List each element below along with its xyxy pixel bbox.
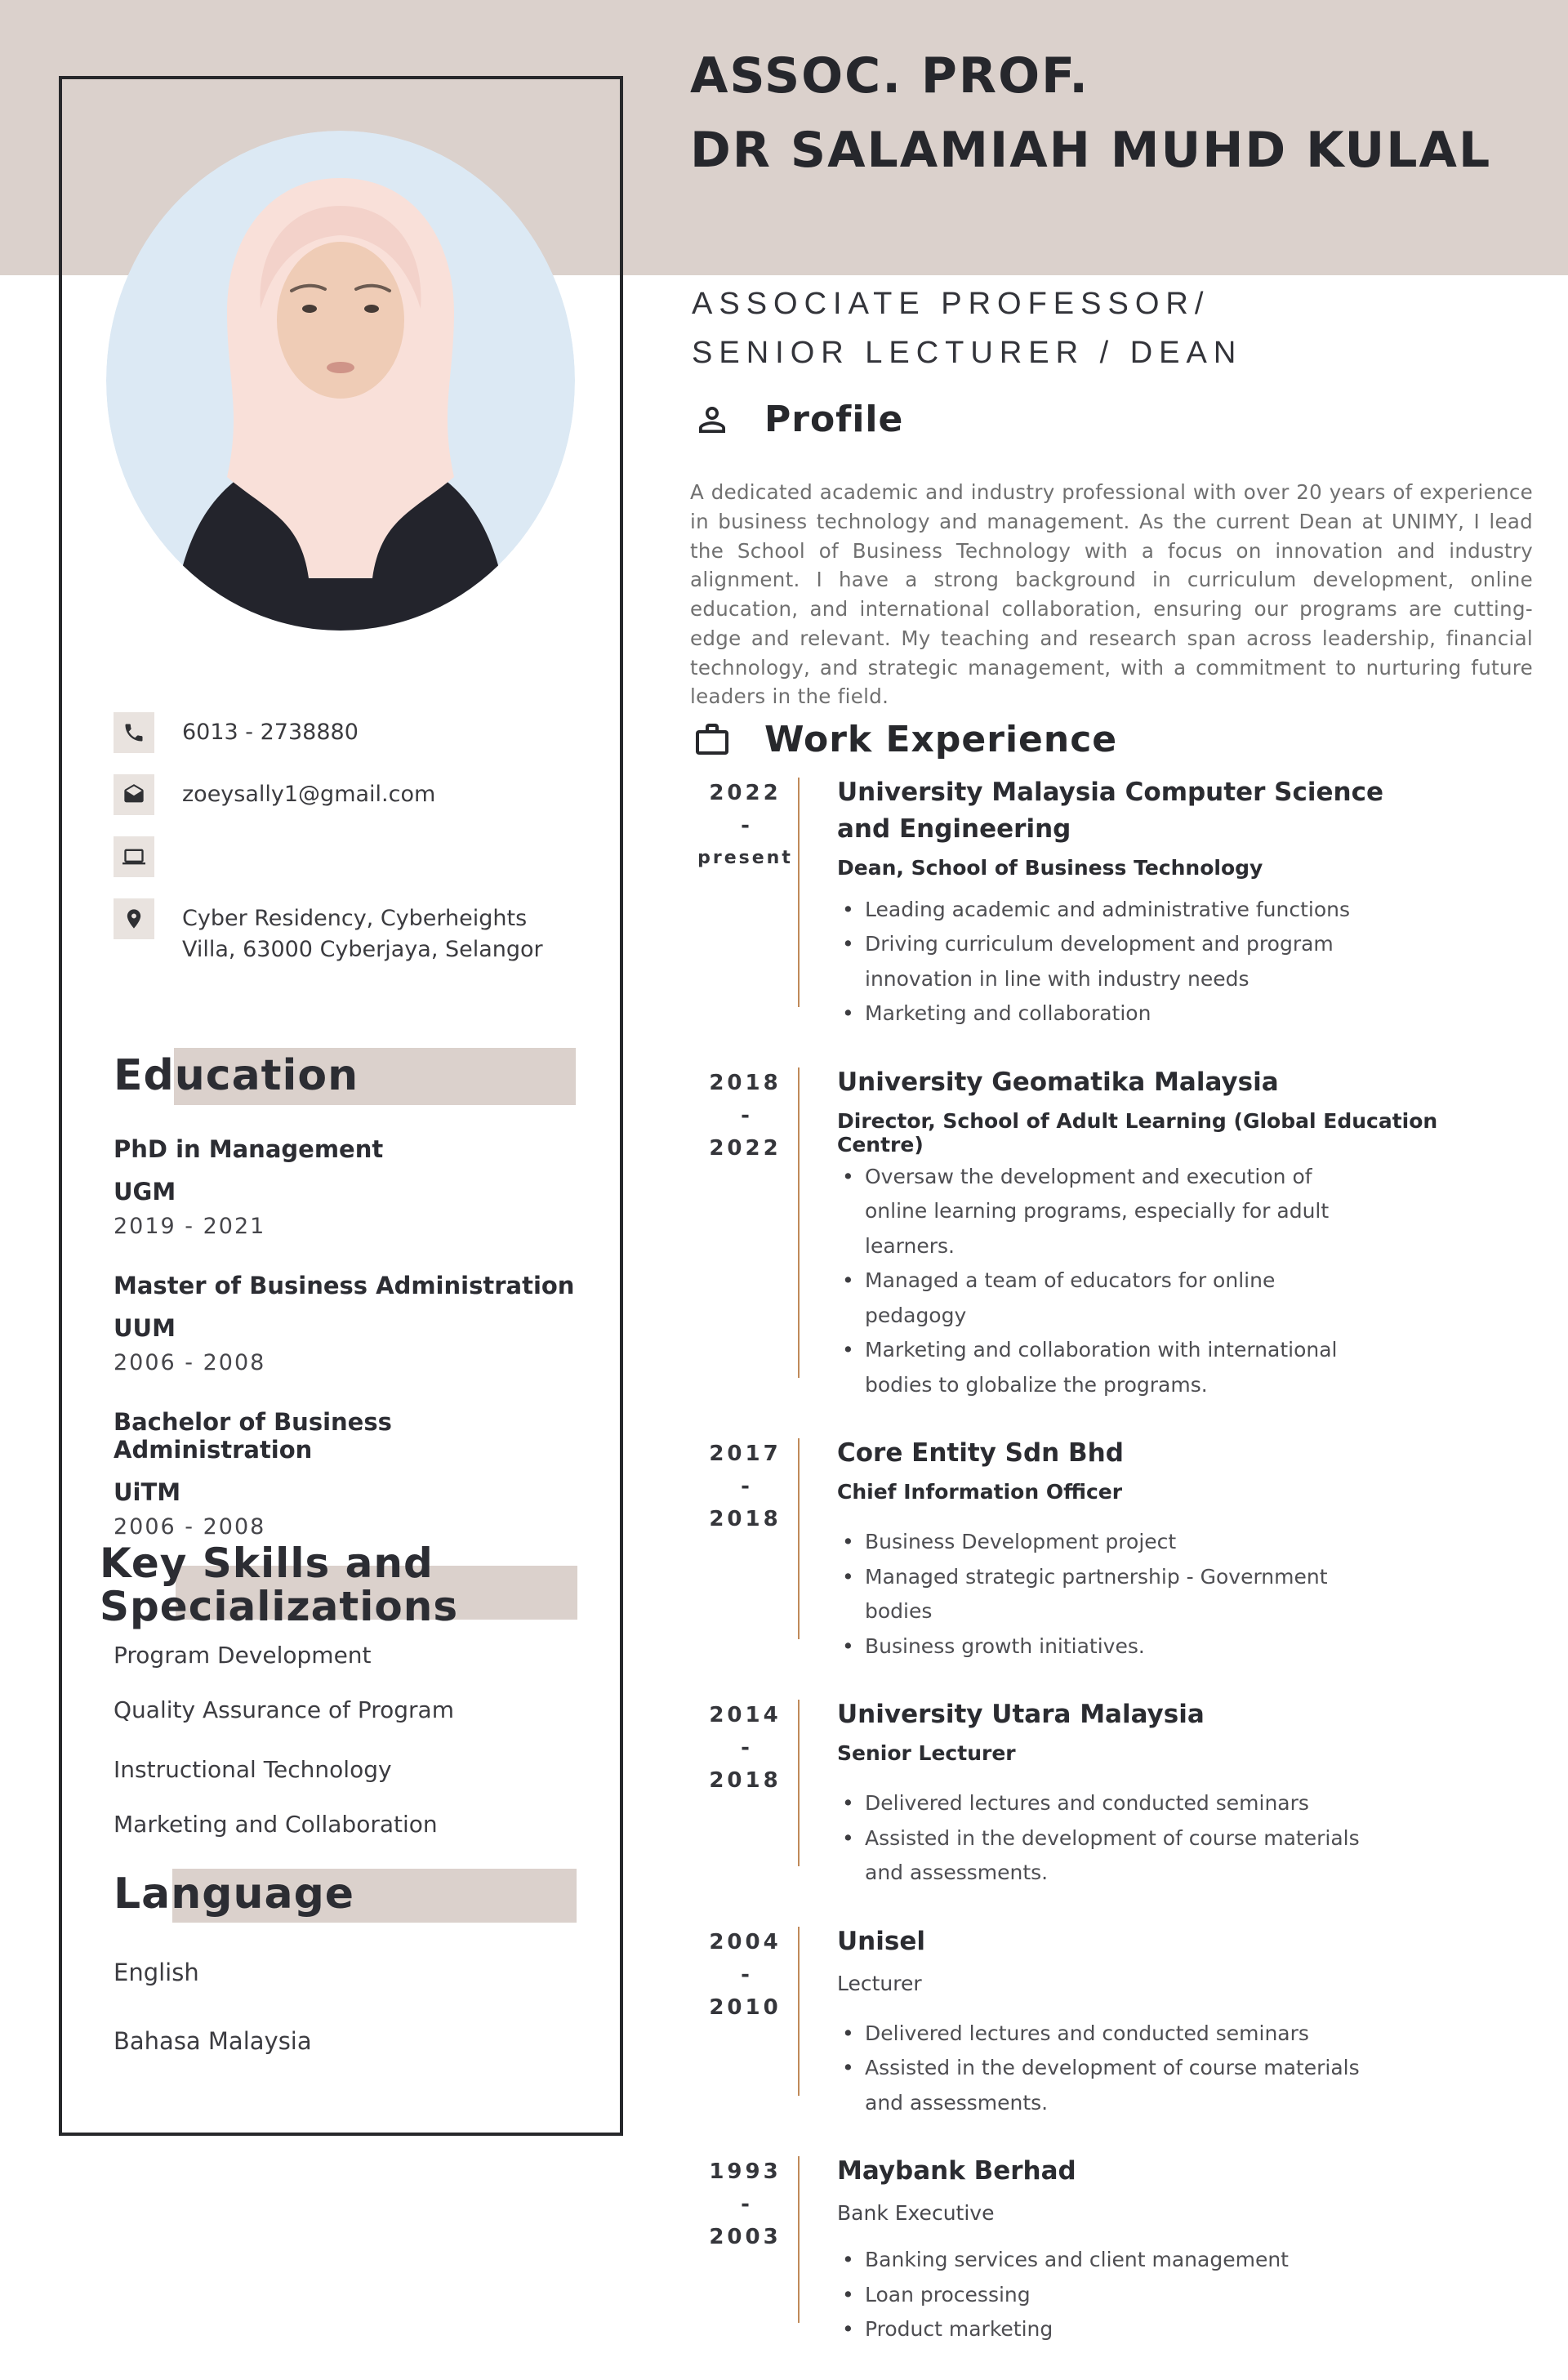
work-entry xyxy=(690,1435,1556,1664)
education-years: 2006 - 2008 xyxy=(114,1350,266,1375)
date-from: 2014 xyxy=(709,1703,782,1728)
profile-summary: A dedicated academic and industry professional with over 20 years of experience in business technology and management. As the current Dean at UNIMY, I lead the School of Business Technology with a focus on innovation and industry alignment. I have a strong background in curriculum development, online education, and international collaboration, ensuring our programs are cutting-edge and relevant. My teaching and research span across leadership, financial technology, and strategic management, with a commitment to nurturing future leaders in the field. xyxy=(690,480,1533,709)
entry-dates xyxy=(690,774,800,1032)
degree-name: Bachelor of Business Administration xyxy=(114,1408,392,1464)
address-line1: Cyber Residency, Cyberheights xyxy=(182,906,528,931)
name-line1: ASSOC. PROF. xyxy=(690,47,1090,105)
date-from: 1993 xyxy=(709,2159,782,2185)
responsibility-item: • Banking services and client management xyxy=(837,2243,1360,2278)
job-role: Lecturer xyxy=(837,1971,922,1995)
responsibility-item: • Marketing and collaboration with international bodies to globalize the programs. xyxy=(837,1333,1360,1402)
name-line2: DR SALAMIAH MUHD KULAL xyxy=(690,122,1492,180)
company-name: University Malaysia Computer Science and Engineering xyxy=(837,778,1383,844)
email-address: zoeysally1@gmail.com xyxy=(182,782,436,807)
responsibility-item: • Oversaw the development and execution of online learning programs, especially for adult learners. xyxy=(837,1160,1360,1264)
education-years: 2006 - 2008 xyxy=(114,1514,266,1540)
briefcase-icon xyxy=(693,720,732,760)
responsibility-item: • Loan processing xyxy=(837,2278,1360,2313)
address-line2: Villa, 63000 Cyberjaya, Selangor xyxy=(182,937,543,962)
skill-item: Instructional Technology xyxy=(114,1756,392,1783)
school-name: UiTM xyxy=(114,1478,181,1506)
skill-item: Quality Assurance of Program xyxy=(114,1696,454,1723)
responsibilities xyxy=(837,1786,1360,1891)
language-item: English xyxy=(114,1959,199,1986)
education-item xyxy=(114,1408,587,1540)
date-to: 2018 xyxy=(709,1768,782,1794)
portrait-illustration xyxy=(106,131,575,631)
work-entry xyxy=(690,1923,1556,2120)
date-from: 2004 xyxy=(709,1929,782,1954)
language-heading: Language xyxy=(114,1870,355,1919)
contact-row-phone xyxy=(114,712,571,753)
responsibility-item: • Managed a team of educators for online pedagogy xyxy=(837,1264,1360,1333)
job-role: Dean, School of Business Technology xyxy=(837,855,1263,880)
work-entry xyxy=(690,774,1556,1032)
date-separator: - xyxy=(741,1103,750,1128)
entry-content xyxy=(800,1923,1556,2120)
work-entry xyxy=(690,1696,1556,1890)
responsibilities xyxy=(837,1525,1360,1664)
date-from: 2018 xyxy=(709,1070,782,1095)
contact-section xyxy=(114,712,571,987)
entry-content xyxy=(800,1435,1556,1664)
address-text xyxy=(182,898,543,965)
job-role: Bank Executive xyxy=(837,2201,995,2226)
degree-name: Master of Business Administration xyxy=(114,1272,575,1299)
responsibility-item: • Delivered lectures and conducted seminars xyxy=(837,2017,1360,2052)
date-to: 2003 xyxy=(709,2225,782,2250)
timeline-line xyxy=(798,1927,800,2096)
responsibility-item: • Driving curriculum development and program innovation in line with industry needs xyxy=(837,927,1360,996)
work-experience-list xyxy=(690,774,1556,2380)
company-name: University Utara Malaysia xyxy=(837,1700,1205,1730)
date-separator: - xyxy=(741,1474,750,1500)
date-separator: - xyxy=(741,2192,750,2217)
education-item xyxy=(114,1272,587,1375)
responsibility-item: • Assisted in the development of course materials and assessments. xyxy=(837,2051,1360,2120)
skills-heading-line2: Specializations xyxy=(100,1583,459,1630)
page-title xyxy=(690,39,1539,188)
company-name: Unisel xyxy=(837,1926,925,1956)
person-icon xyxy=(693,400,732,439)
entry-dates xyxy=(690,1064,800,1402)
contact-row-website xyxy=(114,836,571,877)
job-title-line1: ASSOCIATE PROFESSOR/ xyxy=(692,287,1210,321)
timeline-line xyxy=(798,1700,800,1865)
job-role: Director, School of Adult Learning (Global Education Centre) xyxy=(837,1108,1438,1157)
profile-section-header xyxy=(693,399,903,440)
work-entry xyxy=(690,1064,1556,1402)
education-years: 2019 - 2021 xyxy=(114,1214,266,1239)
timeline-line xyxy=(798,2156,800,2322)
work-heading: Work Experience xyxy=(764,719,1118,760)
company-name: Maybank Berhad xyxy=(837,2156,1076,2186)
responsibility-item: • Assisted in the development of course materials and assessments. xyxy=(837,1821,1360,1891)
responsibility-item: • Marketing and collaboration xyxy=(837,996,1360,1032)
timeline-line xyxy=(798,1067,800,1378)
date-to: 2018 xyxy=(709,1507,782,1532)
mail-icon xyxy=(114,774,154,815)
entry-content xyxy=(800,1064,1556,1402)
entry-dates xyxy=(690,1435,800,1664)
contact-row-email xyxy=(114,774,571,815)
skills-heading-line1: Key Skills and xyxy=(100,1540,434,1587)
profile-heading: Profile xyxy=(764,399,904,440)
company-name: Core Entity Sdn Bhd xyxy=(837,1438,1124,1469)
responsibility-item: • Delivered lectures and conducted seminars xyxy=(837,1786,1360,1821)
date-separator: - xyxy=(741,1962,750,1987)
date-to: 2022 xyxy=(709,1135,782,1161)
responsibilities xyxy=(837,893,1360,1032)
location-icon xyxy=(114,898,154,939)
contact-row-address xyxy=(114,898,571,965)
entry-dates xyxy=(690,1696,800,1890)
language-list xyxy=(114,1959,522,2096)
phone-icon xyxy=(114,712,154,753)
education-list xyxy=(114,1135,587,1572)
education-item xyxy=(114,1135,587,1239)
entry-dates xyxy=(690,1923,800,2120)
responsibility-item: • Business Development project xyxy=(837,1525,1360,1560)
entry-content xyxy=(800,774,1556,1032)
responsibilities xyxy=(837,2017,1360,2121)
job-role: Chief Information Officer xyxy=(837,1480,1123,1504)
skills-heading xyxy=(100,1542,458,1629)
date-separator: - xyxy=(741,1736,750,1761)
laptop-icon xyxy=(114,836,154,877)
school-name: UUM xyxy=(114,1314,176,1342)
job-title xyxy=(692,279,1508,377)
school-name: UGM xyxy=(114,1178,176,1206)
date-to: 2010 xyxy=(709,1994,782,2020)
entry-dates xyxy=(690,2153,800,2347)
responsibility-item: • Managed strategic partnership - Government bodies xyxy=(837,1560,1360,1629)
entry-content xyxy=(800,1696,1556,1890)
language-item: Bahasa Malaysia xyxy=(114,2027,312,2055)
work-section-header xyxy=(693,719,1117,760)
responsibility-item: • Leading academic and administrative functions xyxy=(837,893,1360,928)
date-separator: - xyxy=(741,813,750,838)
responsibilities xyxy=(837,2243,1360,2347)
job-role: Senior Lecturer xyxy=(837,1741,1016,1766)
date-from: 2017 xyxy=(709,1442,782,1467)
skill-item: Marketing and Collaboration xyxy=(114,1811,438,1838)
degree-name: PhD in Management xyxy=(114,1135,384,1163)
phone-number: 6013 - 2738880 xyxy=(182,720,359,745)
skill-item: Program Development xyxy=(114,1642,372,1669)
skills-list xyxy=(114,1642,604,1865)
responsibilities xyxy=(837,1160,1360,1403)
profile-photo xyxy=(106,131,575,631)
timeline-line xyxy=(798,1438,800,1639)
date-from: 2022 xyxy=(709,781,782,805)
responsibility-item: • Product marketing xyxy=(837,2312,1360,2347)
company-name: University Geomatika Malaysia xyxy=(837,1067,1279,1097)
education-heading: Education xyxy=(114,1051,359,1100)
responsibility-item: • Business growth initiatives. xyxy=(837,1629,1360,1665)
timeline-line xyxy=(798,778,800,1007)
job-title-line2: SENIOR LECTURER / DEAN xyxy=(692,336,1243,371)
date-to: present xyxy=(697,848,793,868)
entry-content xyxy=(800,2153,1556,2347)
work-entry xyxy=(690,2153,1556,2347)
